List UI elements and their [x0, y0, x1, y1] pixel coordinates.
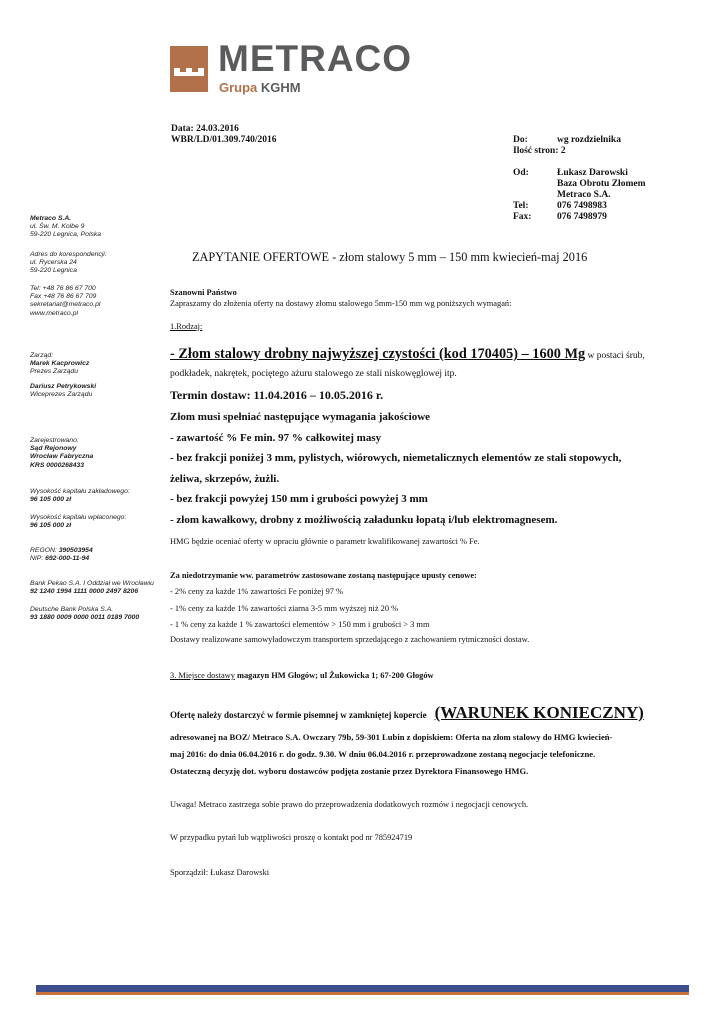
letter-reference: WBR/LD/01.309.740/2016 [171, 135, 277, 145]
discount-grain: - 1% ceny za każde 1% zawartości ziarna 3-5 mm wyższej niż 20 % [170, 604, 399, 613]
logo-mark [170, 46, 208, 92]
document-title: ZAPYTANIE OFERTOWE - złom stalowy 5 mm – 150 mm kwiecień-maj 2016 [192, 250, 588, 264]
quality-req-fraction-low-cont: żeliwa, skrzepów, żużli. [170, 473, 280, 485]
transport-note: Dostawy realizowane samowyładowczym transportem sprzedającego z zachowaniem rytmiczności dostaw. [170, 635, 530, 644]
sidebar-capital-registered: Wysokość kapitału zakładowego: 96 105 000 zł [30, 488, 130, 504]
sidebar-bank-deutsche: Deutsche Bank Polska S.A. 93 1880 0009 0000 0011 0189 7000 [30, 606, 140, 622]
delivery-term: Termin dostaw: 11.04.2016 – 10.05.2016 r. [170, 388, 384, 402]
from-name: Łukasz Darowski [557, 168, 628, 178]
product-description: podkładek, nakrętek, pociętego ażuru stalowego ze stali niskowęglowej itp. [170, 369, 457, 379]
footer-bar-blue [36, 985, 689, 992]
sidebar-registration: Zarejestrowano: Sąd Rejonowy Wrocław Fabryczna KRS 0000268433 [30, 437, 94, 469]
offer-heading: Ofertę należy dostarczyć w formie pisemnej w zamkniętej kopercie (WARUNEK KONIECZNY) [170, 703, 644, 722]
sidebar-bank-pekao: Bank Pekao S.A. I Oddział we Wrocławiu 92 1240 1994 1111 0000 2497 8206 [30, 580, 154, 596]
product-line: - Złom stalowy drobny najwyższej czystości (kod 170405) – 1600 Mg w postaci śrub, [170, 346, 645, 362]
quality-req-fraction-low: - bez frakcji poniżej 3 mm, pylistych, wiórowych, niemetalicznych elementów ze stali stopowych, [170, 452, 622, 464]
fax-label: Fax: [513, 212, 532, 222]
sidebar-ids: REGON: 390503954 NIP: 692-000-11-94 [30, 547, 93, 563]
intro-text: Zapraszamy do złożenia oferty na dostawy złomu stalowego 5mm-150 mm wg poniższych wymagań: [170, 299, 512, 308]
to-value: wg rozdzielnika [557, 135, 621, 145]
discount-oversize: - 1 % ceny za każde 1 % zawartości elementów > 150 mm i grubości > 3 mm [170, 620, 430, 629]
logo-wordmark: METRACO [218, 38, 413, 79]
sidebar-board: Zarząd: Marek Kacprowicz Prezes Zarządu Dariusz Petrykowski Wiceprezes Zarządu [30, 352, 97, 398]
logo-subtitle: Grupa KGHM [219, 80, 301, 95]
sidebar-correspondence: Adres do korespondencji: ul. Rycerska 24 59-220 Legnica [30, 251, 107, 275]
contact-note: W przypadku pytań lub wątpliwości proszę o kontakt pod nr 785924719 [170, 833, 413, 842]
sidebar-contact: Tel: +48 76 86 67 700 Fax +48 76 86 67 709 sekretariat@metraco.pl www.metraco.pl [30, 285, 101, 317]
quality-req-lump: - złom kawałkowy, drobny z możliwością załadunku łopatą i/lub elektromagnesem. [170, 514, 558, 526]
fax-value: 076 7498979 [557, 212, 607, 222]
quality-heading: Złom musi spełniać następujące wymagania jakościowe [170, 411, 431, 423]
to-label: Do: [513, 135, 528, 145]
offer-details: adresowanej na BOZ/ Metraco S.A. Owczary 79b, 59-301 Lubin z dopiskiem: Oferta na złom stalowy do HMG kwiecień- maj 2016: do dnia 06.04.2016 r. do godz. 9.30. W dniu 06.04.2016 r. przeprowadzone zostaną negocjacje telefoniczne. Ostateczną decyzję dot. wyboru dostawców podjęta zostanie przez Dyrektora Finansowego HMG. [170, 732, 613, 776]
warning-note: Uwaga! Metraco zastrzega sobie prawo do przeprowadzenia dodatkowych rozmów i negocjacji cenowych. [170, 800, 529, 809]
page-count: Ilość stron: 2 [513, 146, 566, 156]
from-department: Baza Obrotu Złomem [557, 179, 646, 189]
tel-label: Tel: [513, 201, 529, 211]
footer-bar-orange [36, 992, 689, 995]
signature-line: Sporządził: Łukasz Darowski [170, 868, 270, 877]
tel-value: 076 7498983 [557, 201, 607, 211]
quality-req-fraction-high: - bez frakcji powyżej 150 mm i grubości powyżej 3 mm [170, 493, 428, 505]
discount-heading: Za niedotrzymanie ww. parametrów zastosowane zostaną następujące upusty cenowe: [170, 571, 477, 580]
salutation: Szanowni Państwo [170, 288, 237, 297]
section-type-heading: 1.Rodzaj: [170, 322, 203, 331]
sidebar-capital-paid: Wysokość kapitału wpłaconego: 96 105 000 zł [30, 514, 127, 530]
sidebar-company: Metraco S.A. ul. Św. M. Kolbe 9 59-220 Legnica, Polska [30, 215, 102, 239]
discount-fe: - 2% ceny za każde 1% zawartości Fe poniżej 97 % [170, 587, 344, 596]
from-company: Metraco S.A. [557, 190, 611, 200]
quality-req-fe: - zawartość % Fe min. 97 % całkowitej masy [170, 432, 382, 444]
delivery-place: 3. Miejsce dostawy magazyn HM Głogów; ul Żukowicka 1; 67-200 Głogów [170, 671, 434, 680]
from-label: Od: [513, 168, 529, 178]
letter-date: Data: 24.03.2016 [171, 124, 239, 134]
hmg-note: HMG będzie oceniać oferty w opraciu głównie o parametr kwalifikowanej zawartości % Fe. [170, 537, 480, 546]
